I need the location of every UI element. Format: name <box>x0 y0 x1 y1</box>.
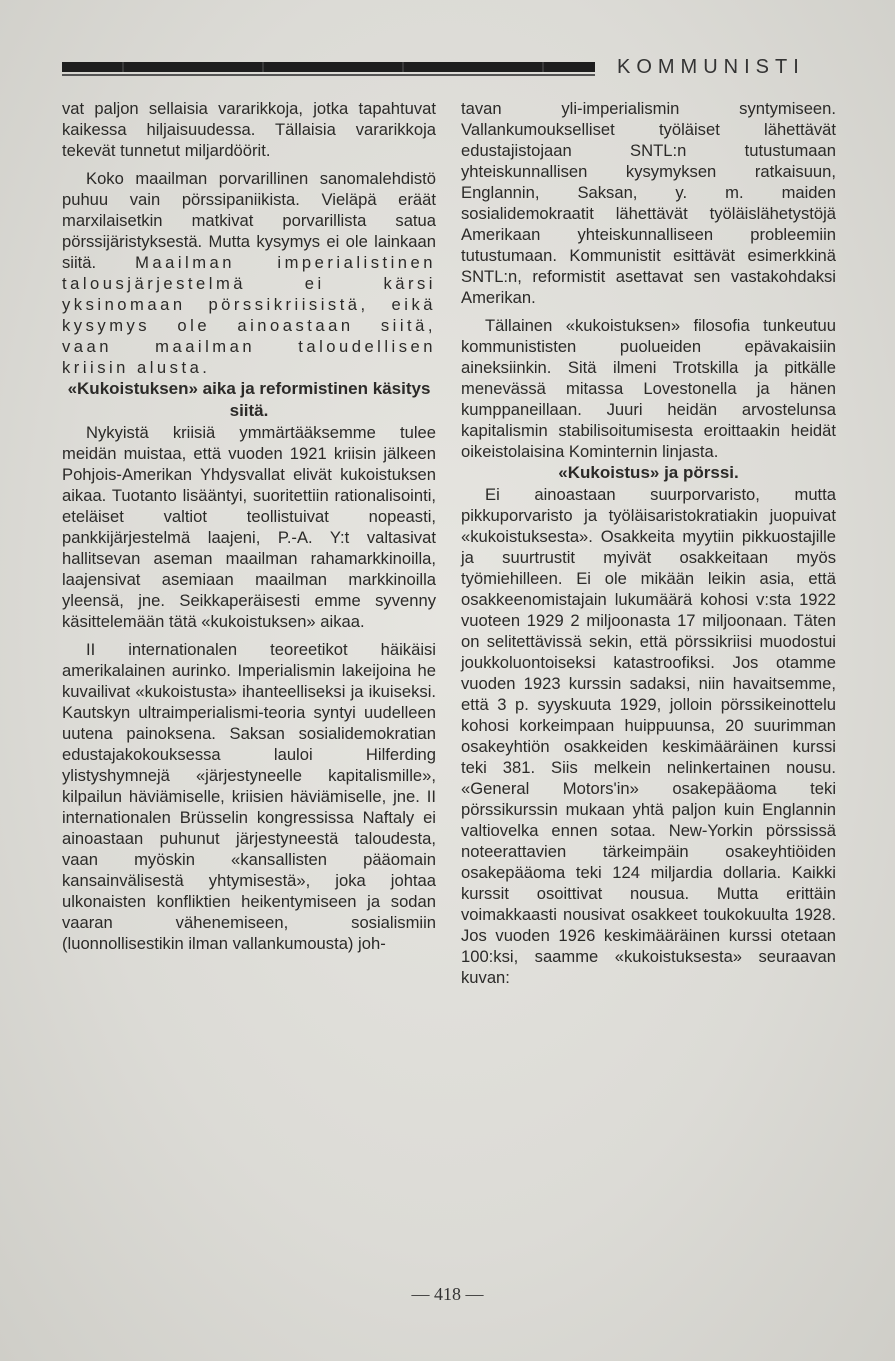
page-header <box>62 52 882 86</box>
section-heading: «Kukoistus» ja pörssi. <box>558 463 739 482</box>
page-number: — 418 — <box>411 1284 484 1304</box>
right-column <box>461 98 836 988</box>
paragraph: Tällainen «kukoistuksen» filosofia tunkeutuu kommunististen puolueiden epävakaisiin aineksiinkin. Sitä ilmeni Trotskilla ja pitkälle menevässä mitassa Lovestonella ja hänen kumppaneillaan. Juuri heidän arvostelunsa kapitalismin stabilisoitumisesta eroittaakin heidät oikeistolaisina Kominternin linjasta. <box>461 316 836 461</box>
paragraph: II internationalen teoreetikot häikäisi amerikalainen aurinko. Imperialismin lakeijoina he kuvailivat «kukoistusta» ihanteelliseksi ja ikuiseksi. Kautskyn ultraimperialismi-teoria syntyi uudelleen uutena painoksena. Saksan sosialidemokratian edustajakokouksessa lauloi Hilferding ylistyshymnejä «järjestyneelle kapitalismille», kilpailun häviämiselle, kriisien häviämiselle, jne. II internationalen Brüsselin kongressissa Naftaly ei ainoastaan puhunut järjestyneestä taloudesta, vaan myöskin «kansallisten pääomain kansainvälisestä yhtymisestä», joka johtaa ulkonaisten konfliktien heikentymiseen ja sodan vaaran vähenemiseen, sosialismiin (luonnollisestikin ilman vallankumousta) joh- <box>62 640 436 953</box>
section-heading: «Kukoistuksen» aika ja reformistinen käsitys siitä. <box>67 379 431 420</box>
journal-title: KOMMUNISTI <box>617 56 805 78</box>
paragraph <box>62 168 436 378</box>
paragraph: vat paljon sellaisia vararikkoja, jotka tapahtuvat kaikessa hiljaisuudessa. Tällaisia vararikkoja tekevät tunnetut miljardöörit. <box>62 99 436 160</box>
paragraph: tavan yli-imperialismin syntymiseen. Vallankumoukselliset työläiset lähettävät edustajistojaan SNTL:n tutustumaan yhteiskunnallisen kysymyksen ratkaisuun, Englannin, Saksan, y. m. maiden sosialidemokraatit lähettävät työläislähetystöjä Amerikaan yhteiskunnalliseen probleemiin tutustumaan. Kommunistit esittävät esimerkkinä SNTL:n, reformistit asettavat sen vastakohdaksi Amerikan. <box>461 99 836 307</box>
paragraph: Nykyistä kriisiä ymmärtääksemme tulee meidän muistaa, että vuoden 1921 kriisin jälkeen Pohjois-Amerikan Yhdysvallat elivät kukoistuksen aikaa. Tuotanto lisääntyi, suoritettiin rationalisointi, eteläiset valtiot teollistuivat nopeasti, pankkijärjestelmä laajeni, P.-A. Y:t valtasivat hallitsevan aseman maailman rahamarkkinoilla, laajensivat asemiaan maailman markkinoilla yleensä, jne. Seikkaperäisesti emme syvenny käsittelemään tätä «kukoistuksen» aikaa. <box>62 423 436 631</box>
header-rule <box>62 62 595 72</box>
spaced-emphasis: Maailman imperialistinen talousjärjestelmä ei kärsi yksinomaan pörssikriisistä, eikä kysymys ole ainoastaan siitä, vaan maailman taloudellisen kriisin alusta. <box>62 253 436 377</box>
paragraph: Ei ainoastaan suurporvaristo, mutta pikkuporvaristo ja työläisaristokratiakin juopuivat «kukoistuksesta». Osakkeita myytiin pikkuostajille ja suurtrustit myivät osakkeitaan myös työmiehilleen. Ei ole mikään leikin asia, että osakkeenomistajain lukumäärä kohosi v:sta 1922 vuoteen 1929 2 miljoonasta 17 miljoonaan. Täten on selitettävissä sekin, että pörssikriisi muodostui joukkoluontoiseksi katastroofiksi. Jos otamme vuoden 1923 kurssin sadaksi, niin havaitsemme, että 3 p. syyskuuta 1929, jolloin pörssikeinottelu kohosi korkeimpaan huippuunsa, 20 suurimman osakeyhtiön osakkeiden keskimääräinen kurssi teki 381. Siis melkein nelinkertainen nousu. «General Motors'in» osakepääoma teki pörssikurssin mukaan yhtä paljon kuin Englannin valtiovelka ennen sotaa. New-Yorkin pörssissä noteerattavien tärkeimpäin osakeyhtiöiden osakepääoma teki 124 miljardia dollaria. Kaikki kurssit osoittivat nousua. Mutta erittäin voimakkaasti nousivat osakkeet toukokuulta 1928. Jos vuoden 1926 keskimääräinen kurssi otetaan 100:ksi, saamme «kukoistuksesta» seuraavan kuvan: <box>461 485 836 987</box>
header-rule-thin <box>62 74 595 76</box>
paragraph-text: Koko maailman porvarillinen sanomalehdistö puhuu vain pörssipaniikista. Vieläpä eräät marxilaisetkin matkivat porvarillista satua pörssijäristyksestä. Mutta kysymys ei ole lainkaan siitä. <box>62 169 436 272</box>
left-column <box>62 98 436 954</box>
